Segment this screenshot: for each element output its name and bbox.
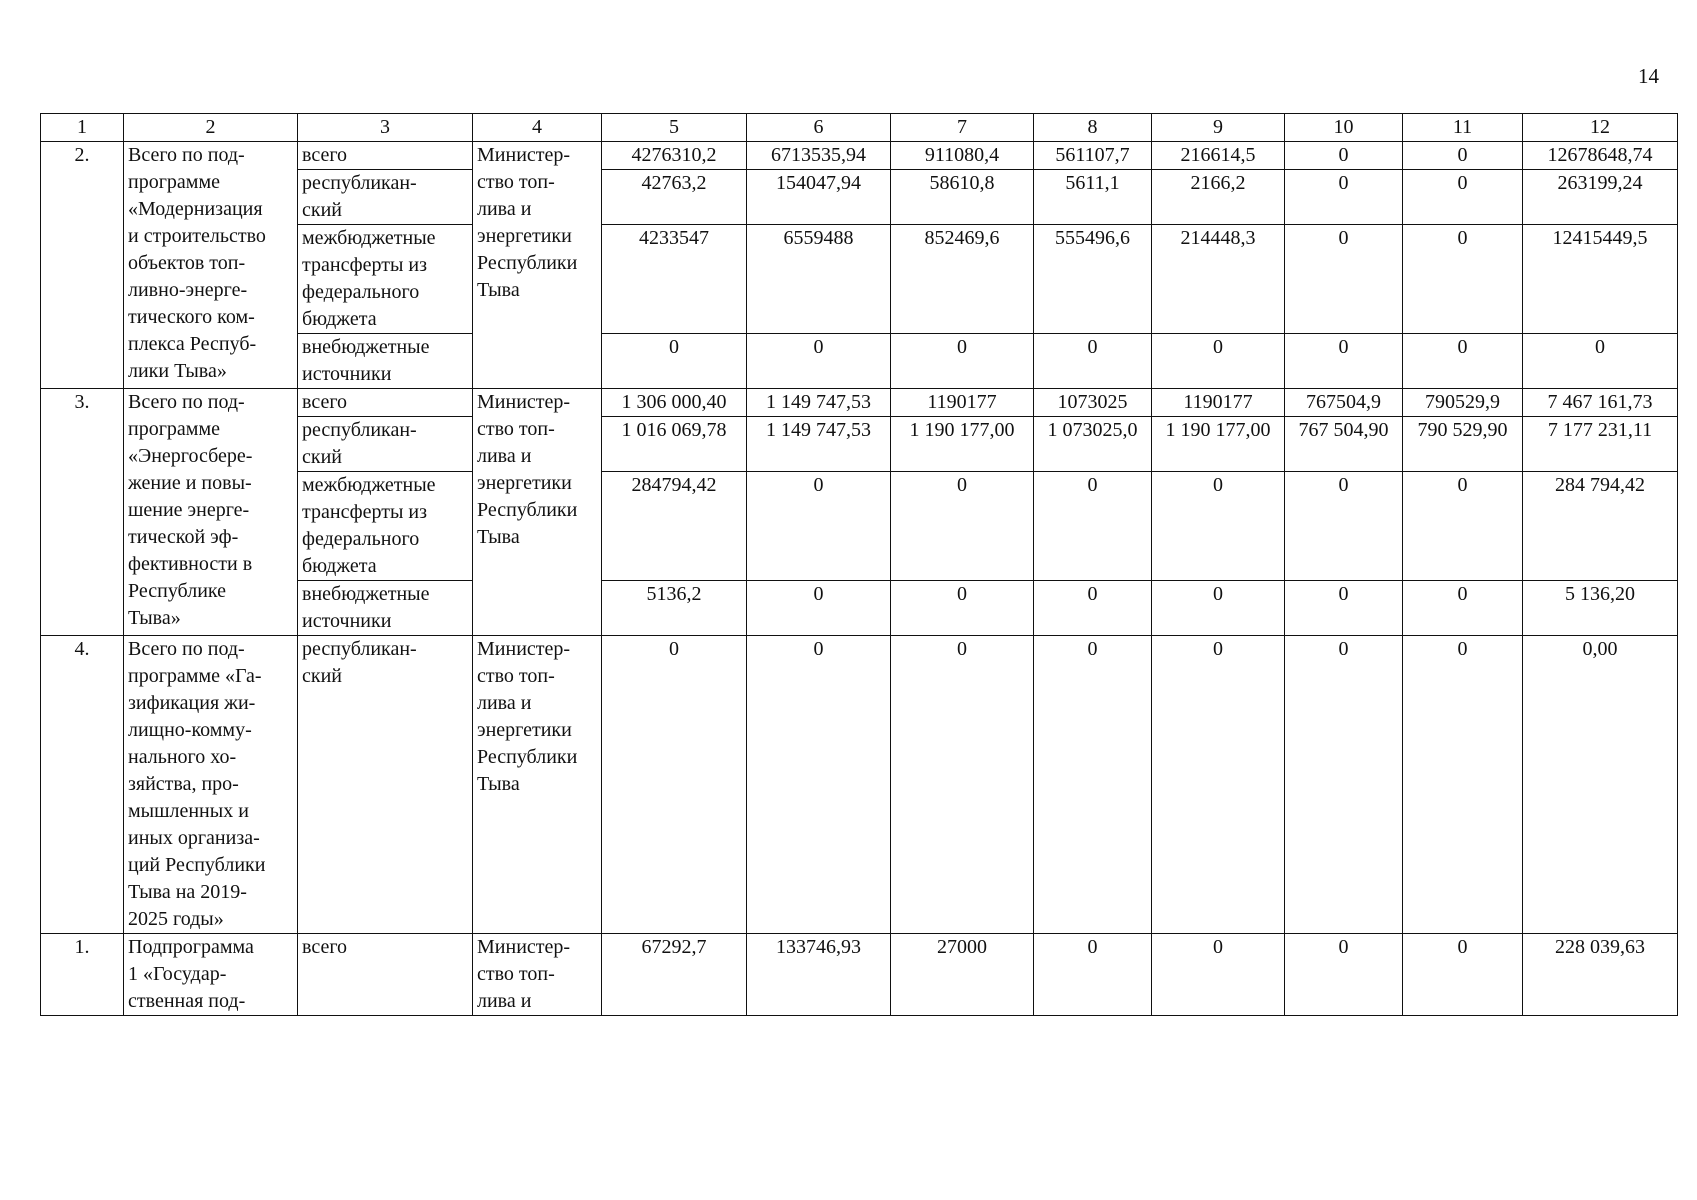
amount-cell: 1 073025,0	[1034, 417, 1152, 472]
column-number: 9	[1152, 114, 1285, 142]
program-name: Всего по под- программе «Модернизация и строительство объектов топ- ливно-энерге- тического ком- плекса Респуб- лики Тыва»	[124, 142, 298, 389]
funding-source: внебюджетные источники	[298, 581, 473, 636]
table-row	[41, 636, 1678, 934]
amount-cell: 0	[602, 636, 747, 934]
column-number: 8	[1034, 114, 1152, 142]
amount-cell: 228 039,63	[1523, 934, 1678, 1016]
amount-cell: 0	[1285, 142, 1403, 170]
column-number: 10	[1285, 114, 1403, 142]
amount-cell: 0	[1034, 472, 1152, 581]
funding-source: межбюджетные трансферты из федерального бюджета	[298, 472, 473, 581]
amount-cell: 0	[1285, 636, 1403, 934]
table-row	[41, 142, 1678, 170]
budget-table	[40, 113, 1678, 1016]
amount-cell: 154047,94	[747, 170, 891, 225]
amount-cell: 7 177 231,11	[1523, 417, 1678, 472]
amount-cell: 0	[1403, 225, 1523, 334]
amount-cell: 0	[747, 334, 891, 389]
amount-cell: 0	[1403, 581, 1523, 636]
amount-cell: 767 504,90	[1285, 417, 1403, 472]
amount-cell: 0	[747, 472, 891, 581]
program-name: Всего по под- программе «Га- зификация жи- лищно-комму- нального хо- зяйства, про- мышленных и иных организа- ций Республики Тыва на 2019- 2025 годы»	[124, 636, 298, 934]
amount-cell: 0	[891, 581, 1034, 636]
amount-cell: 1190177	[891, 389, 1034, 417]
funding-source: всего	[298, 142, 473, 170]
responsible-executor: Министер- ство топ- лива и энергетики Республики Тыва	[473, 142, 602, 389]
amount-cell: 67292,7	[602, 934, 747, 1016]
amount-cell: 0	[1152, 934, 1285, 1016]
amount-cell: 767504,9	[1285, 389, 1403, 417]
amount-cell: 0	[1034, 934, 1152, 1016]
amount-cell: 0	[1152, 334, 1285, 389]
amount-cell: 0	[1285, 472, 1403, 581]
amount-cell: 0	[1285, 334, 1403, 389]
program-name: Всего по под- программе «Энергосбере- жение и повы- шение энерге- тической эф- фективности в Республике Тыва»	[124, 389, 298, 636]
amount-cell: 284794,42	[602, 472, 747, 581]
amount-cell: 790 529,90	[1403, 417, 1523, 472]
amount-cell: 284 794,42	[1523, 472, 1678, 581]
amount-cell: 852469,6	[891, 225, 1034, 334]
funding-source: республикан- ский	[298, 417, 473, 472]
amount-cell: 0	[891, 334, 1034, 389]
amount-cell: 555496,6	[1034, 225, 1152, 334]
amount-cell: 4276310,2	[602, 142, 747, 170]
amount-cell: 911080,4	[891, 142, 1034, 170]
table-row	[41, 389, 1678, 417]
funding-source: республикан- ский	[298, 170, 473, 225]
amount-cell: 6559488	[747, 225, 891, 334]
amount-cell: 0	[1034, 581, 1152, 636]
amount-cell: 214448,3	[1152, 225, 1285, 334]
amount-cell: 1 190 177,00	[891, 417, 1034, 472]
amount-cell: 0	[1152, 472, 1285, 581]
amount-cell: 0	[1034, 636, 1152, 934]
amount-cell: 0	[1403, 142, 1523, 170]
column-number: 2	[124, 114, 298, 142]
amount-cell: 5 136,20	[1523, 581, 1678, 636]
responsible-executor: Министер- ство топ- лива и энергетики Республики Тыва	[473, 636, 602, 934]
amount-cell: 0	[1034, 334, 1152, 389]
amount-cell: 5136,2	[602, 581, 747, 636]
amount-cell: 1 190 177,00	[1152, 417, 1285, 472]
amount-cell: 790529,9	[1403, 389, 1523, 417]
responsible-executor: Министер- ство топ- лива и энергетики Республики Тыва	[473, 389, 602, 636]
column-number: 1	[41, 114, 124, 142]
column-number: 4	[473, 114, 602, 142]
amount-cell: 0	[1403, 934, 1523, 1016]
amount-cell: 0	[1285, 170, 1403, 225]
column-number: 11	[1403, 114, 1523, 142]
column-number: 7	[891, 114, 1034, 142]
amount-cell: 0	[747, 581, 891, 636]
table-row	[41, 934, 1678, 1016]
amount-cell: 1 149 747,53	[747, 417, 891, 472]
amount-cell: 5611,1	[1034, 170, 1152, 225]
amount-cell: 0	[1152, 636, 1285, 934]
funding-source: всего	[298, 934, 473, 1016]
amount-cell: 0	[747, 636, 891, 934]
row-number: 1.	[41, 934, 124, 1016]
amount-cell: 12415449,5	[1523, 225, 1678, 334]
amount-cell: 0	[1403, 472, 1523, 581]
funding-source: межбюджетные трансферты из федерального бюджета	[298, 225, 473, 334]
amount-cell: 0	[1523, 334, 1678, 389]
amount-cell: 0	[1152, 581, 1285, 636]
column-number: 5	[602, 114, 747, 142]
amount-cell: 42763,2	[602, 170, 747, 225]
amount-cell: 0	[891, 472, 1034, 581]
column-number: 3	[298, 114, 473, 142]
amount-cell: 27000	[891, 934, 1034, 1016]
amount-cell: 0	[1285, 581, 1403, 636]
amount-cell: 0,00	[1523, 636, 1678, 934]
amount-cell: 1 306 000,40	[602, 389, 747, 417]
amount-cell: 1073025	[1034, 389, 1152, 417]
amount-cell: 0	[1285, 225, 1403, 334]
amount-cell: 7 467 161,73	[1523, 389, 1678, 417]
amount-cell: 216614,5	[1152, 142, 1285, 170]
row-number: 2.	[41, 142, 124, 389]
funding-source: внебюджетные источники	[298, 334, 473, 389]
page-number: 14	[1638, 64, 1659, 88]
amount-cell: 1 149 747,53	[747, 389, 891, 417]
amount-cell: 0	[1285, 934, 1403, 1016]
amount-cell: 133746,93	[747, 934, 891, 1016]
amount-cell: 0	[602, 334, 747, 389]
row-number: 3.	[41, 389, 124, 636]
funding-source: республикан- ский	[298, 636, 473, 934]
amount-cell: 561107,7	[1034, 142, 1152, 170]
amount-cell: 0	[891, 636, 1034, 934]
amount-cell: 0	[1403, 636, 1523, 934]
amount-cell: 6713535,94	[747, 142, 891, 170]
funding-source: всего	[298, 389, 473, 417]
row-number: 4.	[41, 636, 124, 934]
amount-cell: 4233547	[602, 225, 747, 334]
amount-cell: 58610,8	[891, 170, 1034, 225]
amount-cell: 2166,2	[1152, 170, 1285, 225]
amount-cell: 0	[1403, 334, 1523, 389]
amount-cell: 1 016 069,78	[602, 417, 747, 472]
program-name: Подпрограмма 1 «Государ- ственная под-	[124, 934, 298, 1016]
column-number-row	[41, 114, 1678, 142]
amount-cell: 0	[1403, 170, 1523, 225]
column-number: 6	[747, 114, 891, 142]
amount-cell: 263199,24	[1523, 170, 1678, 225]
amount-cell: 12678648,74	[1523, 142, 1678, 170]
responsible-executor: Министер- ство топ- лива и	[473, 934, 602, 1016]
amount-cell: 1190177	[1152, 389, 1285, 417]
column-number: 12	[1523, 114, 1678, 142]
